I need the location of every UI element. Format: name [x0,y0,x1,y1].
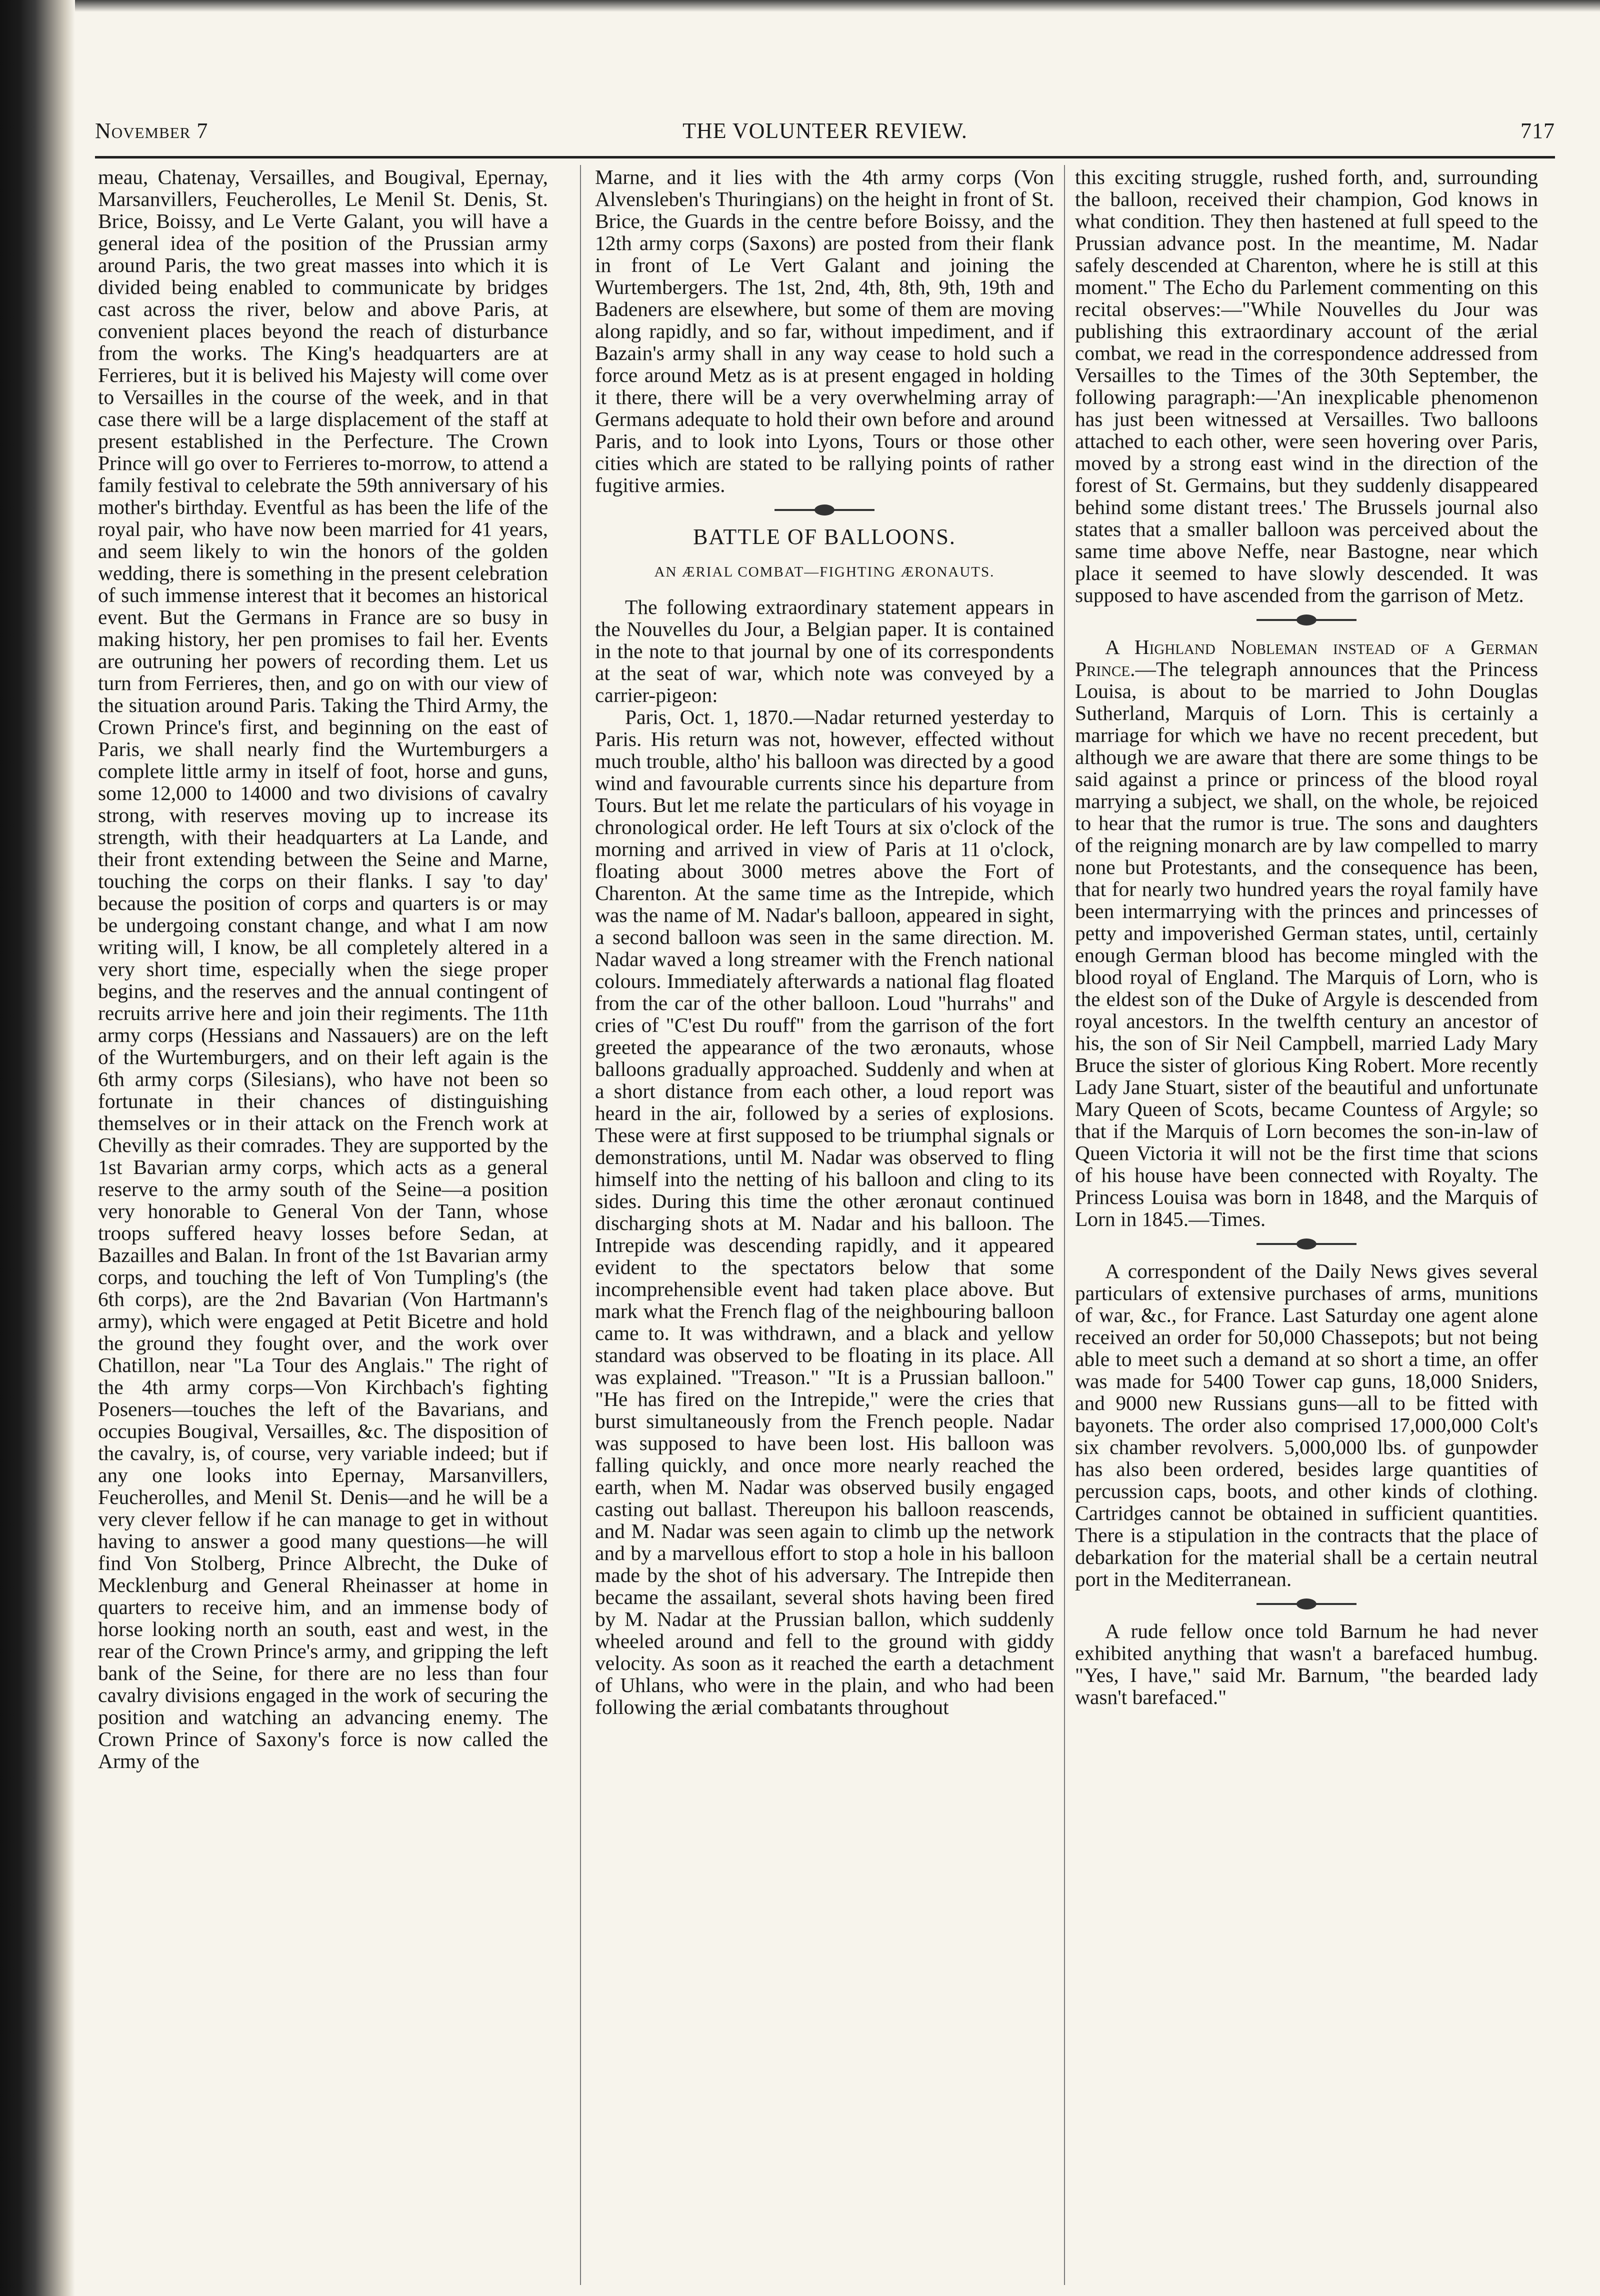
column-1 [98,166,548,2276]
section-separator [1256,619,1356,621]
book-spine-shadow [0,0,75,2296]
header-rule [95,156,1555,158]
paragraph-body: —The telegraph announces that the Princess Louisa, is about to be married to John Douglas Sutherland, Marquis of Lorn. This is certainly a marriage for which we have no recent precedent, but although we are aware that there are some things to be said against a prince or princess of the blood royal marrying a subject, we shall, on the whole, be rejoiced to hear that the rumor is true. The sons and daughters of the reigning monarch are by law compelled to marry none but Protestants, and the consequence has been, that for nearly two hundred years the royal family have been intermarrying with the princes and princesses of petty and impoverished German states, until, certainly enough German blood has become mingled with the blood royal of England. The Marquis of Lorn, who is the eldest son of the Duke of Argyle is descended from royal ancestors. In the twelfth century an ancestor of his, the son of Sir Neil Campbell, married Lady Mary Bruce the sister of glorious King Robert. More recently Lady Jane Stuart, sister of the beautiful and unfortunate Mary Queen of Scots, became Countess of Argyle; so that if the Marquis of Lorn becomes the son-in-law of Queen Victoria it will not be the first time that scions of his house have been connected with Royalty. The Princess Louisa was born in 1848, and the Marquis of Lorn in 1845.—Times. [1075,658,1538,1230]
page-number: 717 [1520,118,1555,143]
section-separator [1256,1603,1356,1605]
article-paragraph: Paris, Oct. 1, 1870.—Nadar returned yesterday to Paris. His return was not, however, effected without much trouble, altho' his balloon was directed by a good wind and favourable currents since his departure from Tours. But let me relate the particulars of his voyage in chronological order. He left Tours at six o'clock of the morning and arrived in view of Paris at 11 o'clock, floating about 3000 metres above the Fort of Charenton. At the same time as the Intrepide, which was the name of M. Nadar's balloon, appeared in sight, a second balloon was seen in the same direction. M. Nadar waved a long streamer with the French national colours. Immediately afterwards a national flag floated from the car of the other balloon. Loud "hurrahs" and cries of "C'est Du rouff" from the garrison of the fort greeted the appearance of the two æronauts, whose balloons gradually approached. Suddenly and when at a short distance from each other, a loud report was heard in the air, followed by a series of explosions. These were at first supposed to be triumphal signals or demonstrations, until M. Nadar was observed to fling himself into the netting of his balloon and cling to its sides. During this time the other æronaut continued discharging shots at M. Nadar and his balloon. The Intrepide was descending rapidly, and it appeared evident to the spectators below that some incomprehensible event had taken place above. But mark what the French flag of the neighbouring balloon came to. It was withdrawn, and a black and yellow standard was observed to be floating in its place. All was explained. "Treason." "It is a Prussian balloon." "He has fired on the Intrepide," were the cries that burst simultaneously from the French people. Nadar was supposed to have been lost. His balloon was falling quickly, and once more nearly reached the earth, when M. Nadar was observed busily engaged casting out ballast. Thereupon his balloon reascends, and M. Nadar was seen again to climb up the network and by a marvellous effort to stop a hole in his balloon made by the shot of his adversary. The Intrepide then became the assailant, several shots having been fired by M. Nadar at the Prussian ballon, which suddenly wheeled around and fell to the ground with giddy velocity. As soon as it reached the earth a detachment of Uhlans, who were in the plain, and who had been following the ærial combatants throughout [595,706,1054,1718]
column-divider [1064,165,1065,2285]
article-paragraph [1075,636,1538,1230]
article-heading: BATTLE OF BALLOONS. [693,524,956,549]
running-header [95,118,1555,153]
column-3 [1075,166,1538,2276]
article-continuation-paragraph: this exciting struggle, rushed forth, and, surrounding the balloon, received their champion, God knows in what condition. They then hastened at full speed to the Prussian advance post. In the meantime, M. Nadar safely descended at Charenton, where he is still at this moment." The Echo du Parlement commenting on this recital observes:—"While Nouvelles du Jour was publishing this extraordinary account of the ærial combat, we read in the correspondence addressed from Versailles to the Times of the 30th September, the following paragraph:—'An inexplicable phenomenon has just been witnessed at Versailles. Two balloons attached to each other, were seen hovering over Paris, moved by a strong east wind in the direction of the forest of St. Germains, but they suddenly disappeared behind some distant trees.' The Brussels journal also states that a smaller balloon was perceived about the same time above Neffe, near Bastogne, near which place it seemed to have slowly descended. It was supposed to have ascended from the garrison of Metz. [1075,166,1538,606]
section-separator [774,509,874,511]
column-divider [580,165,581,2285]
article-paragraph: The following extraordinary statement appears in the Nouvelles du Jour, a Belgian paper. It is contained in the note to that journal by one of its correspondents at the seat of war, which note was conveyed by a carrier-pigeon: [595,596,1054,706]
article-paragraph: A correspondent of the Daily News gives several particulars of extensive purchases of arms, munitions of war, &c., for France. Last Saturday one agent alone received an order for 50,000 Chassepots; but not being able to meet such a demand at so short a time, an offer was made for 5400 Tower cap guns, 18,000 Sniders, and 9000 new Russians guns—all to be fitted with bayonets. The order also comprised 17,000,000 Colt's six chamber revolvers. 5,000,000 lbs. of gunpowder has also been ordered, besides large quantities of percussion caps, boots, and other kinds of clothing. Cartridges cannot be obtained in sufficient quantities. There is a stipulation in the contracts that the place of debarkation for the material shall be a certain neutral port in the Mediterranean. [1075,1260,1538,1590]
article-subheading: AN ÆRIAL COMBAT—FIGHTING ÆRONAUTS. [654,564,995,580]
paragraph-lead-in: A Highland Nobleman instead of a German Prince. [1075,636,1538,680]
top-edge-shadow [75,0,1600,12]
article-paragraph: A rude fellow once told Barnum he had never exhibited anything that wasn't a barefaced humbug. "Yes, I have," said Mr. Barnum, "the bearded lady wasn't barefaced." [1075,1620,1538,1708]
header-date: November 7 [95,118,208,143]
section-separator [1256,1243,1356,1245]
column-2 [595,166,1054,2276]
header-title: THE VOLUNTEER REVIEW. [682,118,968,143]
article-continuation-paragraph: Marne, and it lies with the 4th army corps (Von Alvensleben's Thuringians) on the height in front of St. Brice, the Guards in the centre before Boissy, and the 12th army corps (Saxons) are posted from their flank in front of Le Vert Galant and joining the Wurtembergers. The 1st, 2nd, 4th, 8th, 9th, 19th and Badeners are elsewhere, but some of them are moving along rapidly, and so far, without impediment, and if Bazain's army shall in any way cease to hold such a force around Metz as is at present engaged in holding it there, there will be a very overwhelming array of Germans adequate to hold their own before and around Paris, and to look into Lyons, Tours or those other cities which are stated to be rallying points of rather fugitive armies. [595,166,1054,496]
article-continuation-paragraph: meau, Chatenay, Versailles, and Bougival, Epernay, Marsanvillers, Feucherolles, Le Menil St. Denis, St. Brice, Boissy, and Le Verte Galant, you will have a general idea of the position of the Prussian army around Paris, the two great masses into which it is divided being enabled to communicate by bridges cast across the river, below and above Paris, at convenient places beyond the reach of disturbance from the works. The King's headquarters are at Ferrieres, but it is belived his Majesty will come over to Versailles in the course of the week, and in that case there will be a large displacement of the staff at present established in the Perfecture. The Crown Prince will go over to Ferrieres to-morrow, to attend a family festival to celebrate the 59th anniversary of his mother's birthday. Eventful as has been the life of the royal pair, who have now been married for 41 years, and seem likely to win the honors of the golden wedding, there is something in the present celebration of such immense interest that it becomes an historical event. But the Germans in France are so busy in making history, her pen promises to fail her. Events are outruning her powers of recording them. Let us turn from Ferrieres, then, and go on with our view of the situation around Paris. Taking the Third Army, the Crown Prince's first, and beginning on the east of Paris, we shall nearly find the Wurtemburgers a complete little army in itself of foot, horse and guns, some 12,000 to 14000 and two divisions of cavalry strong, with reserves moving up to increase its strength, with their headquarters at La Lande, and their front extending between the Seine and Marne, touching the corps on their flanks. I say 'to day' because the position of corps and quarters is or may be undergoing constant change, and what I am now writing will, I know, be all completely altered in a very short time, especially when the siege proper begins, and the reserves and the annual contingent of recruits arrive here and join their regiments. The 11th army corps (Hessians and Nassauers) are on the left of the Wurtemburgers, and on their left again is the 6th army corps (Silesians), who have not been so fortunate in their chances of distinguishing themselves or in their attack on the French work at Chevilly as their comrades. They are supported by the 1st Bavarian army corps, which acts as a general reserve to the army south of the Seine—a position very honorable to General Von der Tann, whose troops suffered heavy losses before Sedan, at Bazailles and Balan. In front of the 1st Bavarian army corps, and touching the left of Von Tumpling's (the 6th corps), are the 2nd Bavarian (Von Hartmann's army), which were engaged at Petit Bicetre and hold the ground they fought over, and the work over Chatillon, near "La Tour des Anglais." The right of the 4th army corps—Von Kirchbach's fighting Poseners—touches the left of the Bavarians, and occupies Bougival, Versailles, &c. The disposition of the cavalry, is, of course, very variable indeed; but if any one looks into Epernay, Marsanvillers, Feucherolles, and Menil St. Denis—and he will be a very clever fellow if he can manage to get in without having to answer a good many questions—he will find Von Stolberg, Prince Albrecht, the Duke of Mecklenburg and General Rheinasser at home in quarters to receive him, and an immense body of horse looking north an south, east and west, in the rear of the Crown Prince's army, and gripping the left bank of the Seine, for there are no less than four cavalry divisions engaged in the work of securing the position and watching an advancing enemy. The Crown Prince of Saxony's force is now called the Army of the [98,166,548,1772]
